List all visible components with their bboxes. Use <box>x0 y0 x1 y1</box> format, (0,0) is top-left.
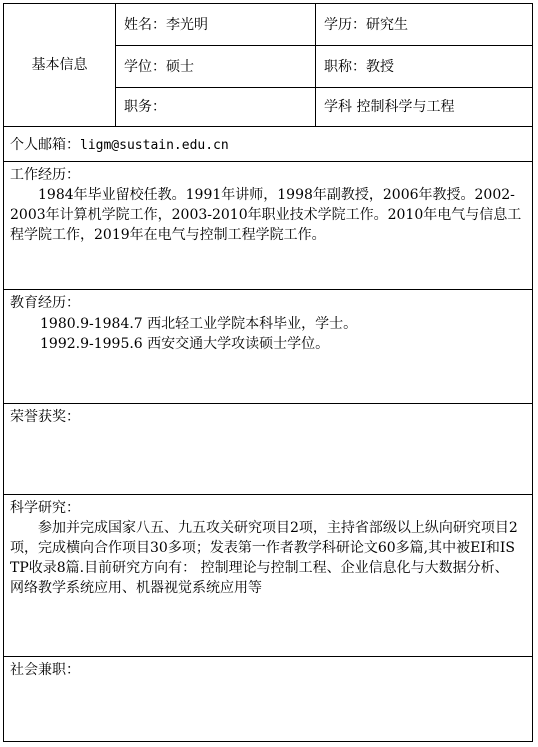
work-text: 1984年毕业留校任教。1991年讲师，1998年副教授，2006年教授。2002-2003年计算机学院工作，2003-2010年职业技术学院工作。2010年电气与信息工程学院工作，2019年在电气与控制工程学院工作。 <box>10 187 522 243</box>
social-label: 社会兼职： <box>10 662 80 678</box>
col-divider <box>315 4 316 126</box>
edu-list <box>40 314 525 354</box>
row-divider <box>4 403 533 404</box>
row-divider <box>115 45 533 46</box>
title-field: 职称：教授 <box>324 59 394 75</box>
info-table <box>3 3 533 742</box>
email-label: 个人邮箱： <box>10 137 80 153</box>
work-label: 工作经历： <box>10 167 80 183</box>
research-text: 参加并完成国家八五、九五攻关研究项目2项，主持省部级以上纵向研究项目2项，完成横向合作项目30多项；发表第一作者教学科研论文60多篇,其中被EI和ISTP收录8篇.目前研究方向有： 控制理论与控制工程、企业信息化与大数据分析、网络教学系统应用、机器视觉系统应用等 <box>10 520 518 596</box>
name-field: 姓名：李光明 <box>124 17 208 33</box>
row-divider <box>4 126 533 127</box>
row-divider <box>115 87 533 88</box>
basic-info-label: 基本信息 <box>31 57 88 73</box>
row-divider <box>4 494 533 495</box>
edu-item: 1992.9-1995.6 西安交通大学攻读硕士学位。 <box>40 336 330 352</box>
edu-label: 教育经历： <box>10 295 80 311</box>
degree-field: 学位：硕士 <box>124 59 194 75</box>
email-value: ligm@sustain.edu.cn <box>80 138 229 153</box>
row-divider <box>4 289 533 290</box>
research-label: 科学研究： <box>10 500 80 516</box>
education-field: 学历：研究生 <box>324 17 408 33</box>
edu-item: 1980.9-1984.7 西北轻工业学院本科毕业，学士。 <box>40 316 358 332</box>
row-divider <box>4 161 533 162</box>
discipline-field: 学科 控制科学与工程 <box>324 99 455 115</box>
row-divider <box>4 656 533 657</box>
position-field: 职务： <box>124 99 166 115</box>
honors-label: 荣誉获奖： <box>10 409 80 425</box>
email-row <box>10 135 525 156</box>
col-divider <box>115 4 116 126</box>
